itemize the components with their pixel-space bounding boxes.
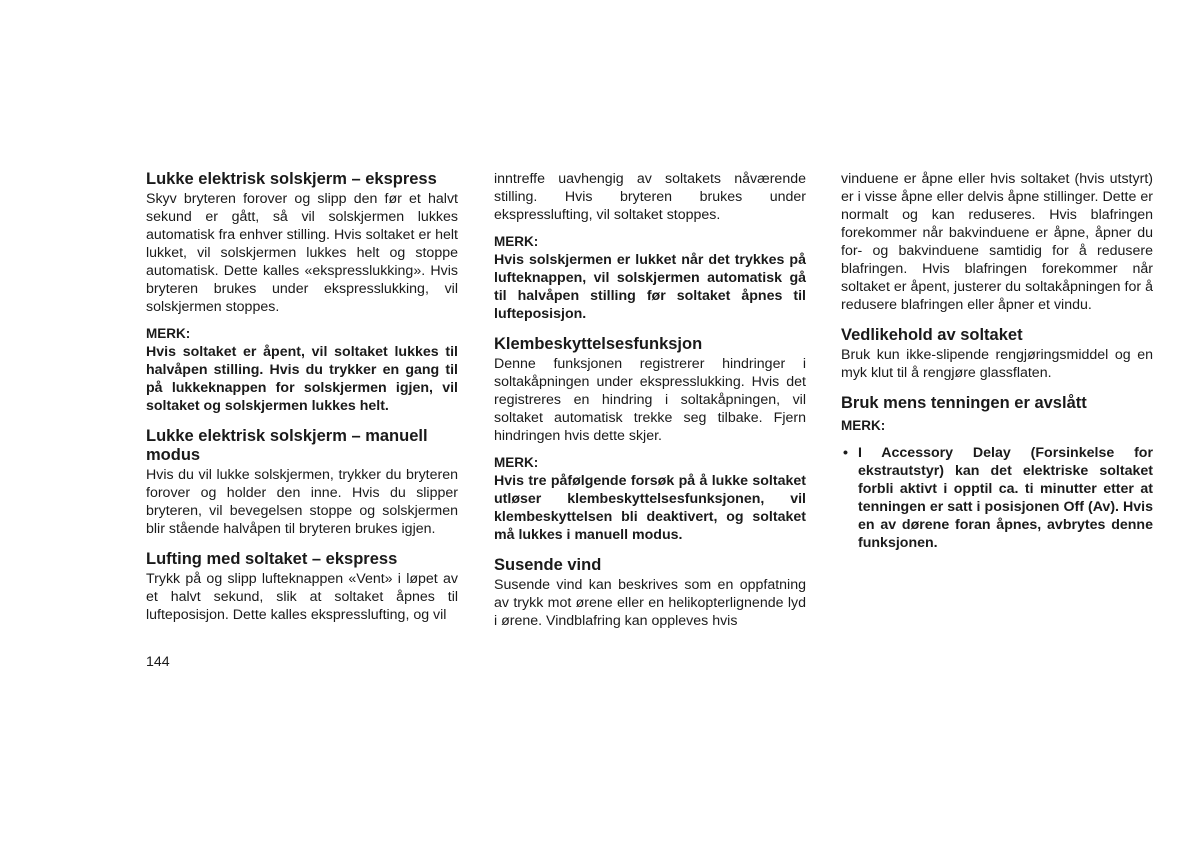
paragraph-sunroof-maintenance: Bruk kun ikke-slipende rengjøringsmiddel og en myk klut til å rengjøre glassflaten. — [841, 347, 1153, 381]
note-text: Hvis tre påfølgende forsøk på å lukke soltaket utløser klembeskyttelsesfunksjonen, vil klembeskyttelsen bli deaktivert, og soltaket må lukkes i manuell modus. — [494, 473, 806, 543]
paragraph-vent-express: Trykk på og slipp lufteknappen «Vent» i løpet av et halvt sekund, slik at soltaket åpnes til lufteposisjon. Dette kalles ekspresslufting, og vil — [146, 571, 458, 623]
paragraph-close-sunshade-express: Skyv bryteren forover og slipp den før et halvt sekund er gått, så vil solskjermen lukkes automatisk fra enhver stilling. Hvis soltaket er helt lukket, vil solskjermen lukkes helt og stoppe automatisk. Dette kalles «ekspresslukking». Hvis bryteren brukes under ekspresslukking, vil solskjermen stoppes. — [146, 191, 458, 315]
heading-close-sunshade-express: Lukke elektrisk solskjerm – ekspress — [146, 170, 437, 188]
note-text: Hvis soltaket er åpent, vil soltaket lukkes til halvåpen stilling. Hvis du trykker en gang til på lukkeknappen for solskjermen igjen, vil soltaket og solskjermen lukkes helt. — [146, 344, 458, 414]
heading-close-sunshade-manual: Lukke elektrisk solskjerm – manuell modus — [146, 427, 428, 464]
note-list — [841, 444, 1153, 552]
note-label: MERK: — [494, 234, 539, 249]
bullet-icon: • — [843, 445, 848, 461]
note-list-item — [841, 444, 1153, 552]
paragraph-close-sunshade-manual: Hvis du vil lukke solskjermen, trykker du bryteren forover og holder den inne. Hvis du slipper bryteren, vil bevegelsen stoppe og solskjermen blir stående halvåpen til bryteren brukes igjen. — [146, 467, 458, 537]
paragraph-pinch-protection: Denne funksjonen registrerer hindringer i soltakåpningen under ekspresslukking. Hvis det registreres en hindring i soltakåpningen, vil soltaket automatisk trekke seg tilbake. Fjern hindringen hvis dette skjer. — [494, 356, 806, 444]
page-number: 144 — [146, 654, 170, 670]
heading-ignition-off-operation: Bruk mens tenningen er avslått — [841, 394, 1087, 412]
paragraph-vent-continued: inntreffe uavhengig av soltakets nåværende stilling. Hvis bryteren brukes under ekspresslufting, vil soltaket stoppes. — [494, 171, 806, 223]
note-text: Hvis solskjermen er lukket når det trykkes på lufteknappen, vil solskjermen automatisk gå til halvåpen stilling før soltaket åpnes til lufteposisjon. — [494, 252, 806, 322]
heading-sunroof-maintenance: Vedlikehold av soltaket — [841, 326, 1023, 344]
heading-pinch-protection: Klembeskyttelsesfunksjon — [494, 335, 703, 353]
note-label: MERK: — [146, 326, 191, 341]
note-list-item-text: I Accessory Delay (Forsinkelse for ekstrautstyr) kan det elektriske soltaket forbli aktivt i opptil ca. ti minutter etter at tenningen er satt i posisjonen Off (Av). Hvis en av dørene foran åpnes, avbrytes denne funksjonen. — [858, 445, 1153, 551]
column-3 — [841, 170, 1153, 552]
note-label: MERK: — [494, 455, 539, 470]
heading-vent-express: Lufting med soltaket – ekspress — [146, 550, 398, 568]
heading-wind-buffeting: Susende vind — [494, 556, 602, 574]
paragraph-wind-buffeting-continued: vinduene er åpne eller hvis soltaket (hvis utstyrt) er i visse åpne eller delvis åpne stillinger. Dette er normalt og kan reduseres. Hvis blafringen forekommer når bakvinduene er åpne, åpner du for- og bakvinduene samtidig for å redusere blafringen. Hvis blafringen forekommer når soltaket er åpent, justerer du soltakåpningen for å redusere blafringen eller åpner et vindu. — [841, 171, 1153, 313]
column-2 — [494, 170, 806, 630]
paragraph-wind-buffeting: Susende vind kan beskrives som en oppfatning av trykk mot ørene eller en helikopterlignende lyd i ørene. Vindblafring kan oppleves hvis — [494, 577, 806, 629]
column-1 — [146, 170, 458, 624]
note-label: MERK: — [841, 418, 886, 433]
